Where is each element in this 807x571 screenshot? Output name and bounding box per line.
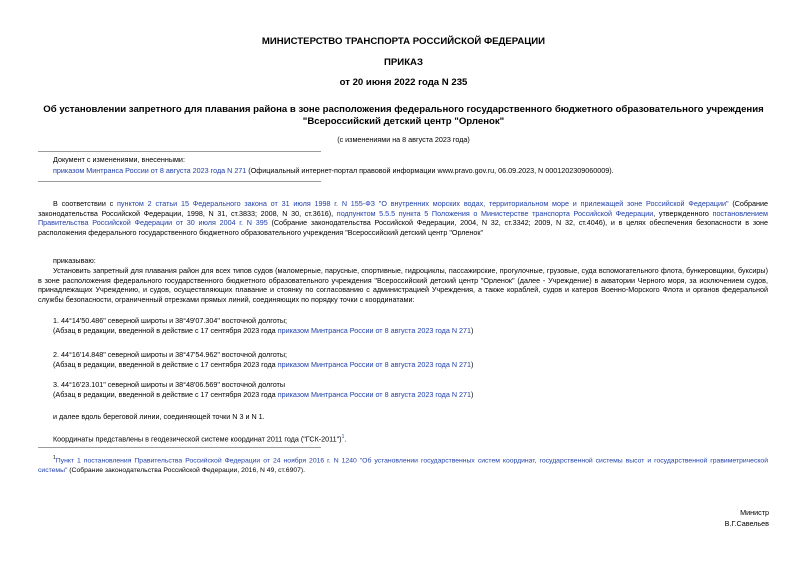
footnote: [38, 454, 768, 475]
regulation-link[interactable]: подпунктом 5.5.5 пункта 5 Положения о Министерстве транспорта Российской Федерации: [336, 208, 654, 218]
amendments-entry: [53, 166, 614, 176]
amendment-source: (Официальный интернет-портал правовой информации www.pravo.gov.ru, 06.09.2023, N 0001202309060009).: [246, 166, 614, 175]
law-link[interactable]: пунктом 2 статьи 15 Федерального закона от 31 июля 1998 г. N 155-ФЗ "О внутренних морских водах, территориальном море и прилежащей зоне Российской Федерации": [117, 199, 729, 208]
main-text: Установить запретный для плавания район для всех типов судов (маломерные, парусные, спортивные, гидроциклы, пассажирские, прогулочные, грузовые, суда вспомогательного флота, бункеровщики, буксиры) в зоне расположения федерального государственного бюджетного образовательного учреждения "Всероссийский детский центр "Орленок" (далее - Учреждение) в акватории Черного моря, за исключением судов, принадлежащих Учреждению, и судов, осуществляющих плавание и стоянку по согласованию с администрацией Учреждения, а также кораблей, судов и катеров Военно-Морского Флота и органов федеральной службы безопасности, ограниченный отрезками прямых линий, соединяющих по порядку точки с координатами:: [38, 266, 768, 304]
footnote-mark: 1: [53, 455, 56, 461]
divider-amendments: [38, 181, 321, 182]
main-paragraph: [38, 266, 768, 304]
document-type: ПРИКАЗ: [384, 57, 423, 68]
footnote-ref[interactable]: 1: [341, 434, 345, 440]
signatory-name: В.Г.Савельев: [724, 519, 769, 528]
amendment-note: (с изменениями на 8 августа 2023 года): [337, 135, 470, 144]
point-3-coord: 3. 44°16'23.101" северной широты и 38°48'06.569" восточной долготы: [53, 380, 286, 389]
shoreline-text: и далее вдоль береговой линии, соединяющей точки N 3 и N 1.: [53, 412, 265, 421]
order-word: приказываю:: [53, 256, 96, 265]
point-3-note-link[interactable]: приказом Минтранса России от 8 августа 2023 года N 271: [277, 390, 471, 399]
point-2-note-end: ): [471, 360, 474, 369]
document-date-number: от 20 июня 2022 года N 235: [339, 77, 468, 88]
point-2-coord: 2. 44°16'14.848" северной широты и 38°47'54.962" восточной долготы;: [53, 350, 287, 359]
preamble-text-1: В соответствии с: [53, 199, 118, 208]
footnote-source: (Собрание законодательства Российской Федерации, 2016, N 49, ст.6907).: [67, 466, 306, 474]
divider-top: [38, 151, 321, 152]
government-decree-link[interactable]: постановлением Правительства Российской Федерации от 30 июля 2004 г. N 395: [38, 208, 768, 227]
preamble-text-3: , утвержденного: [653, 208, 713, 218]
amendment-link[interactable]: приказом Минтранса России от 8 августа 2023 года N 271: [53, 166, 247, 175]
point-1-coord: 1. 44°14'50.486" северной широты и 38°49'07.304" восточной долготы;: [53, 316, 287, 325]
preamble-paragraph: [38, 199, 768, 237]
amendments-intro: Документ с изменениями, внесенными:: [53, 155, 185, 164]
signatory-title: Министр: [740, 508, 769, 517]
point-1-note-end: ): [471, 326, 474, 335]
ministry-heading: МИНИСТЕРСТВО ТРАНСПОРТА РОССИЙСКОЙ ФЕДЕРАЦИИ: [261, 36, 546, 47]
coordinate-system-text: Координаты представлены в геодезической системе координат 2011 года ("ГСК-2011")$^1$.: [53, 434, 347, 444]
point-1-note-text: (Абзац в редакции, введенной в действие с 17 сентября 2023 года: [53, 326, 278, 335]
divider-footnote: [38, 447, 321, 448]
point-1-note-link[interactable]: приказом Минтранса России от 8 августа 2023 года N 271: [277, 326, 471, 335]
point-1-note: [53, 326, 473, 336]
preamble-text-4: (Собрание законодательства Российской Федерации, 2004, N 32, ст.3342; 2009, N 32, ст.4046), и в целях обеспечения безопасности в зоне расположения федерального государственного бюджетного образовательного учреждения "Всероссийский детский центр "Орленок": [38, 218, 768, 237]
point-3-note-end: ): [471, 390, 474, 399]
coordinate-system-label: Координаты представлены в геодезической системе координат 2011 года ("ГСК-2011"): [53, 434, 342, 444]
document-title-line2: "Всероссийский детский центр "Орленок": [302, 116, 505, 127]
point-2-note-link[interactable]: приказом Минтранса России от 8 августа 2023 года N 271: [277, 360, 471, 369]
point-2-note-text: (Абзац в редакции, введенной в действие с 17 сентября 2023 года: [53, 360, 278, 369]
point-3-note: [53, 390, 473, 400]
point-3-note-text: (Абзац в редакции, введенной в действие с 17 сентября 2023 года: [53, 390, 278, 399]
point-2-note: [53, 360, 473, 370]
preamble-text-2: (Собрание законодательства Российской Федерации, 1998, N 31, ст.3833; 2008, N 30, ст.3616),: [38, 199, 769, 218]
footnote-link[interactable]: Пункт 1 постановления Правительства Российской Федерации от 24 ноября 2016 г. N 1240 "Об установлении государственных систем координат, государственной системы высот и государственной гравиметрической системы": [38, 457, 768, 474]
document-title-line1: Об установлении запретного для плавания района в зоне расположения федерального государственного бюджетного образовательного учреждения: [43, 104, 764, 115]
